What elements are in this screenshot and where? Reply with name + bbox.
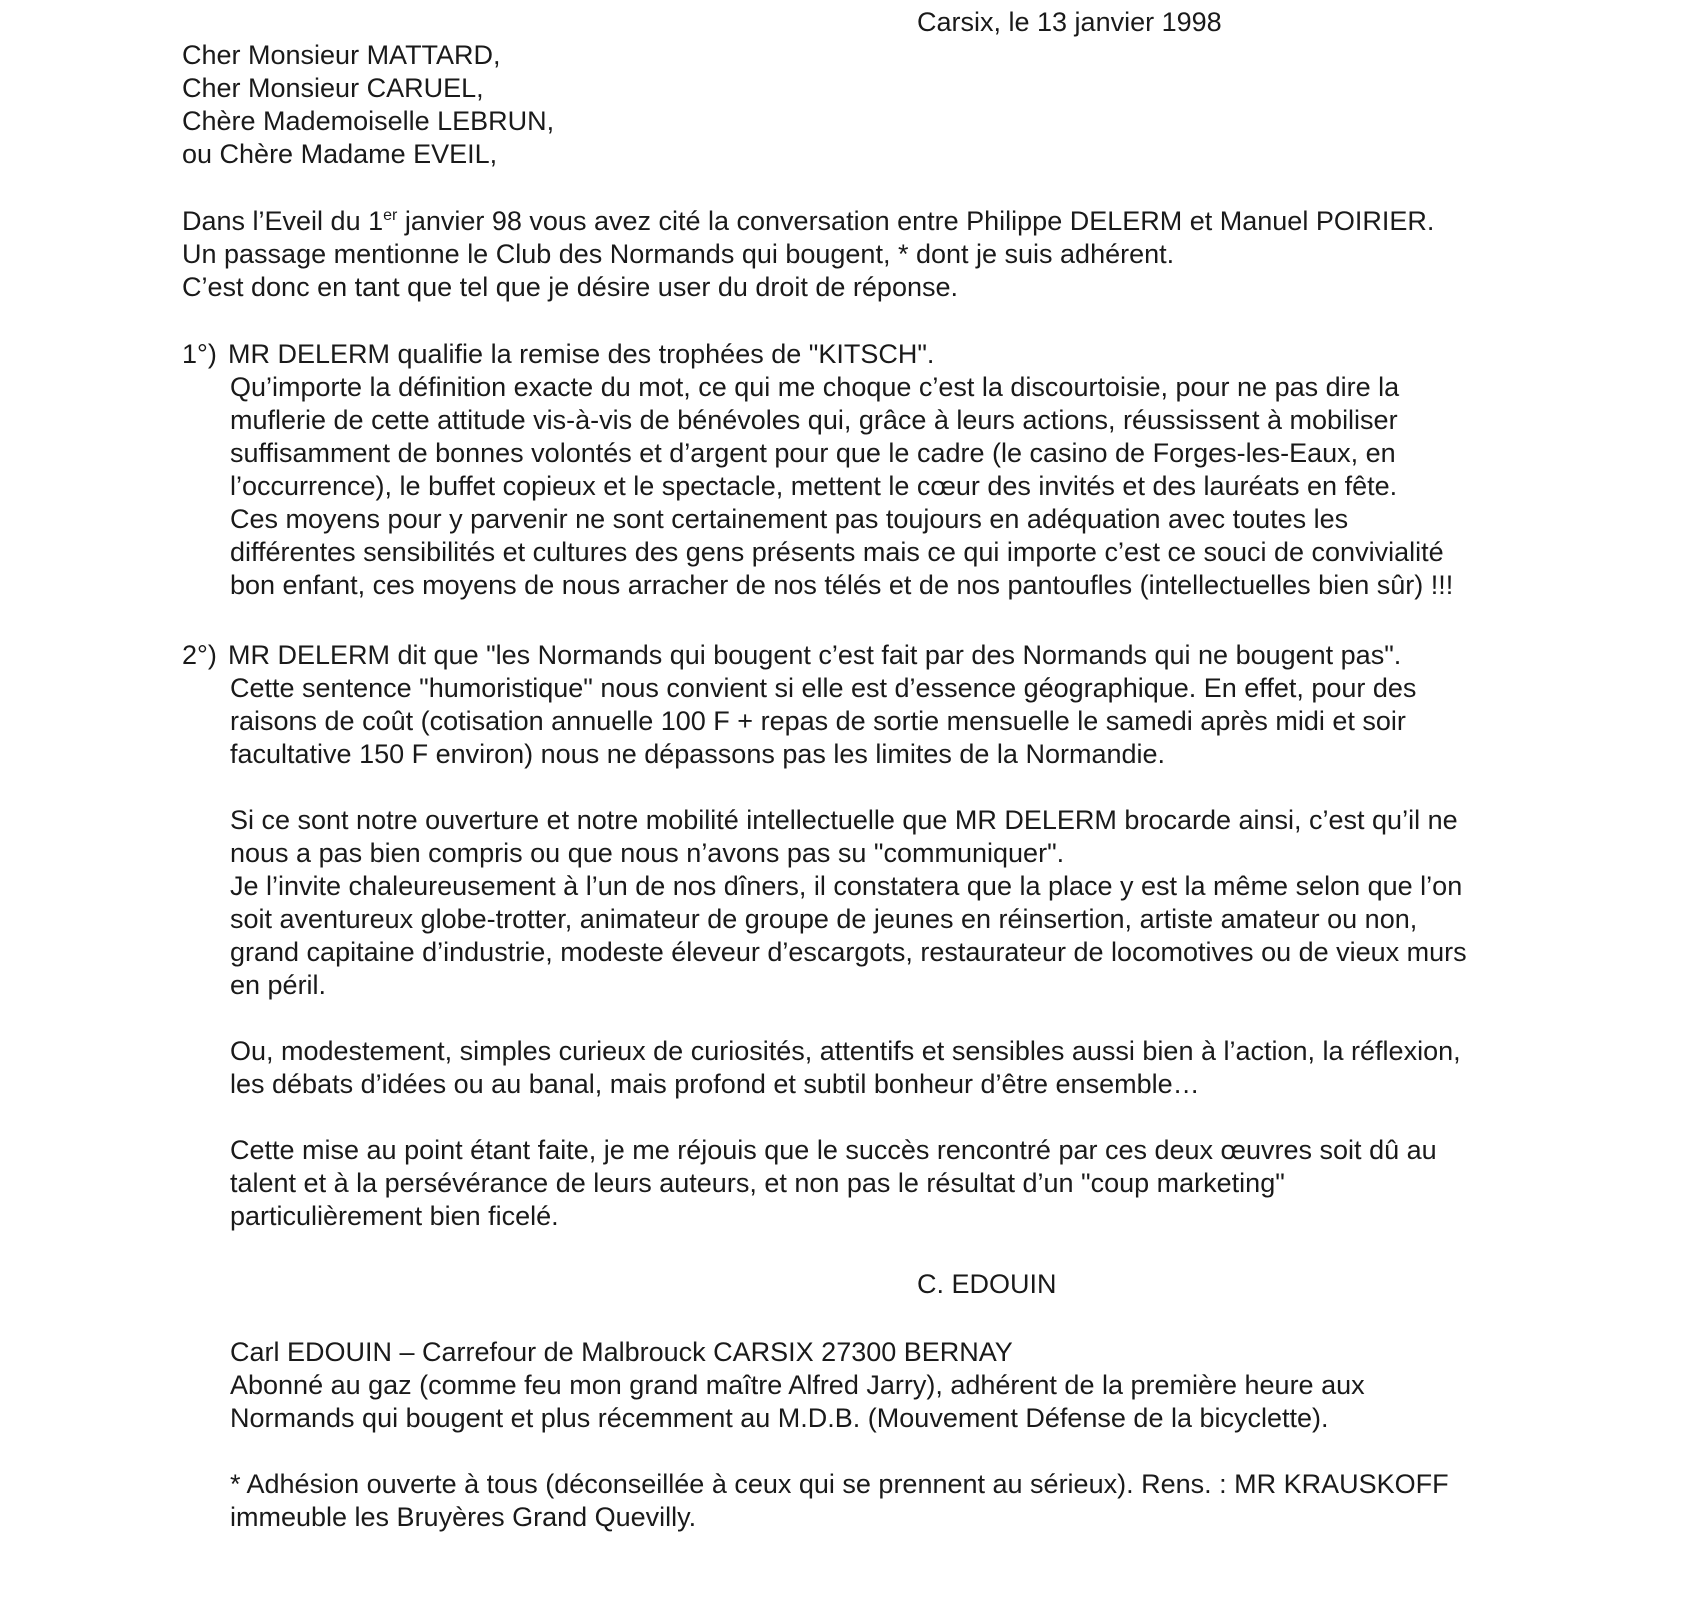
- footnote-line: * Adhésion ouverte à tous (déconseillée à ceux qui se prennent au sérieux). Rens. : MR KRAUSKOFF: [230, 1469, 1449, 1499]
- body-line: Cette mise au point étant faite, je me réjouis que le succès rencontré par ces deux œuvres soit dû au: [230, 1135, 1437, 1165]
- body-line: les débats d’idées ou au banal, mais profond et subtil bonheur d’être ensemble…: [230, 1069, 1200, 1099]
- salutation-line: ou Chère Madame EVEIL,: [182, 139, 498, 169]
- body-line: suffisamment de bonnes volontés et d’argent pour que le cadre (le casino de Forges-les-Eaux, en: [230, 438, 1396, 468]
- intro-text: Dans l’Eveil du 1: [182, 206, 384, 236]
- sender-address: Carl EDOUIN – Carrefour de Malbrouck CARSIX 27300 BERNAY: [230, 1337, 1013, 1367]
- point-1-heading: [182, 338, 1453, 371]
- body-line: facultative 150 F environ) nous ne dépassons pas les limites de la Normandie.: [230, 739, 1166, 769]
- point-1: [182, 338, 1453, 602]
- body-line: différentes sensibilités et cultures des gens présents mais ce qui importe c’est ce souci de convivialité: [230, 537, 1444, 567]
- body-line: talent et à la persévérance de leurs auteurs, et non pas le résultat d’un "coup marketing": [230, 1168, 1285, 1198]
- footnote-line: immeuble les Bruyères Grand Quevilly.: [230, 1502, 697, 1532]
- signature: C. EDOUIN: [917, 1269, 1057, 1299]
- body-line: bon enfant, ces moyens de nous arracher de nos télés et de nos pantoufles (intellectuelles bien sûr) !!!: [230, 570, 1454, 600]
- body-line: Je l’invite chaleureusement à l’un de nos dîners, il constatera que la place y est la même selon que l’on: [230, 871, 1463, 901]
- body-line: Cette sentence "humoristique" nous convient si elle est d’essence géographique. En effet, pour des: [230, 673, 1417, 703]
- salutation-line: Chère Mademoiselle LEBRUN,: [182, 106, 555, 136]
- body-line: Ou, modestement, simples curieux de curiosités, attentifs et sensibles aussi bien à l’action, la réflexion,: [230, 1036, 1461, 1066]
- salutation-line: Cher Monsieur CARUEL,: [182, 73, 484, 103]
- sender-bio-line: Normands qui bougent et plus récemment au M.D.B. (Mouvement Défense de la bicyclette).: [230, 1403, 1329, 1433]
- point-1-body: [230, 371, 1453, 602]
- body-line: soit aventureux globe-trotter, animateur de groupe de jeunes en réinsertion, artiste amateur ou non,: [230, 904, 1418, 934]
- paragraph-gap: [230, 1101, 1467, 1134]
- body-line: muflerie de cette attitude vis-à-vis de bénévoles qui, grâce à leurs actions, réussissent à mobiliser: [230, 405, 1398, 435]
- salutation-line: Cher Monsieur MATTARD,: [182, 40, 501, 70]
- body-line: Qu’importe la définition exacte du mot, ce qui me choque c’est la discourtoisie, pour ne pas dire la: [230, 372, 1400, 402]
- paragraph-gap: [230, 1002, 1467, 1035]
- intro-text: janvier 98 vous avez cité la conversation entre Philippe DELERM et Manuel POIRIER.: [397, 206, 1435, 236]
- body-line: nous a pas bien compris ou que nous n’avons pas su "communiquer".: [230, 838, 1065, 868]
- ordinal-superscript: er: [383, 207, 398, 224]
- paragraph-gap: [230, 1435, 1449, 1468]
- body-line: en péril.: [230, 970, 327, 1000]
- point-heading-text: MR DELERM qualifie la remise des trophées de "KITSCH".: [228, 339, 935, 369]
- body-line: raisons de coût (cotisation annuelle 100 F + repas de sortie mensuelle le samedi après midi et soir: [230, 706, 1406, 736]
- body-line: grand capitaine d’industrie, modeste éleveur d’escargots, restaurateur de locomotives ou de vieux murs: [230, 937, 1467, 967]
- point-2: [182, 639, 1467, 1233]
- point-2-body: [230, 672, 1467, 1233]
- body-line: particulièrement bien ficelé.: [230, 1201, 559, 1231]
- intro-line-3: C’est donc en tant que tel que je désire user du droit de réponse.: [182, 272, 958, 302]
- intro-paragraph: [182, 205, 1434, 304]
- body-line: l’occurrence), le buffet copieux et le spectacle, mettent le cœur des invités et des lauréats en fête.: [230, 471, 1398, 501]
- point-number: 2°): [182, 640, 217, 670]
- point-number: 1°): [182, 339, 217, 369]
- body-line: Si ce sont notre ouverture et notre mobilité intellectuelle que MR DELERM brocarde ainsi, c’est qu’il ne: [230, 805, 1458, 835]
- point-heading-text: MR DELERM dit que "les Normands qui bougent c’est fait par des Normands qui ne bougent pas".: [228, 640, 1402, 670]
- intro-line-1: [182, 205, 1434, 238]
- date-line: Carsix, le 13 janvier 1998: [917, 7, 1222, 37]
- point-2-heading: [182, 639, 1467, 672]
- body-line: Ces moyens pour y parvenir ne sont certainement pas toujours en adéquation avec toutes les: [230, 504, 1349, 534]
- salutation-block: [182, 39, 554, 171]
- sender-bio-line: Abonné au gaz (comme feu mon grand maître Alfred Jarry), adhérent de la première heure aux: [230, 1370, 1365, 1400]
- footer-block: [230, 1336, 1449, 1534]
- paragraph-gap: [230, 771, 1467, 804]
- intro-line-2: Un passage mentionne le Club des Normands qui bougent, * dont je suis adhérent.: [182, 239, 1175, 269]
